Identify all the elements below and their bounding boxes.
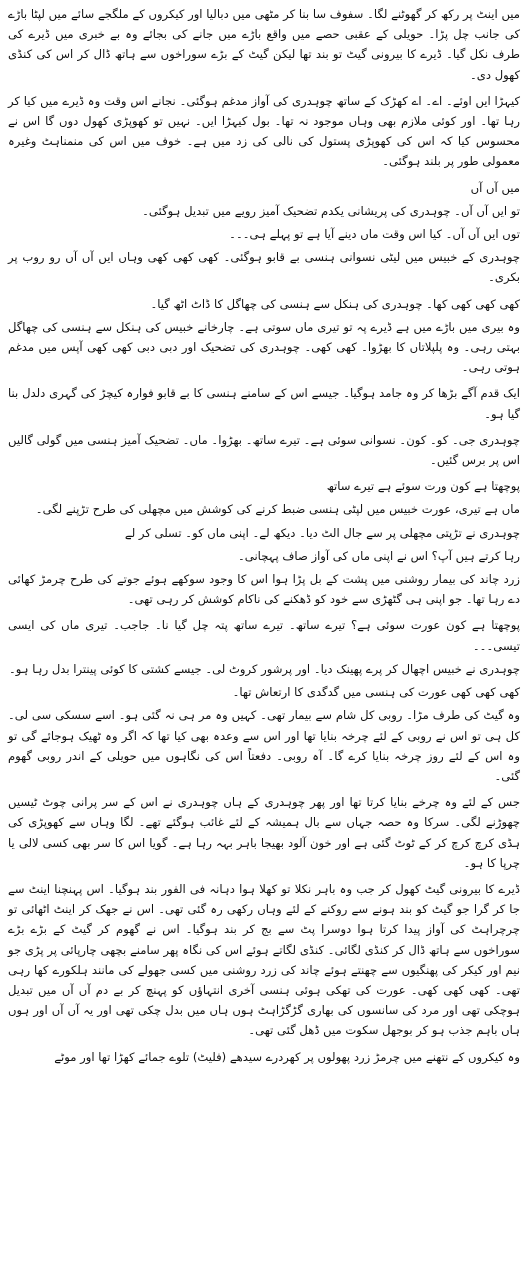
story-paragraph-15: زرد چاند کی بیمار روشنی میں پشت کے بل پڑا ہوا اس کا وجود سوکھے ہوئے جوتے کی طرح چرمڑ کھائی دے رہا تھا۔ جو اپنی ہی گٹھڑی سے خود کو ڈھکنے کی ناکام کوشش کر رہی تھی۔ bbox=[8, 572, 520, 607]
story-paragraph-8: وہ بیری میں باڑے میں ہے ڈیرے پہ تو تیری ماں سوتی ہے۔ چارخانے خبیس کی ہنکل سے ہنسی کی چھاگل بہتی رہی۔ وہ پلپلاتاں کا بھڑوا۔ کھی کھی۔ چوہدری کی تضحیک اور دبی دبی کھی کھی آپس میں مدغم ہوتی رہی۔ bbox=[8, 319, 520, 375]
story-paragraph-14: رہا کرتے ہیں آپ؟ اس نے اپنی ماں کی آواز صاف پہچانی۔ bbox=[237, 548, 520, 563]
story-paragraph-20: جس کے لئے وہ چرخے بنایا کرتا تھا اور پھر چوہدری کے ہاں چوہدری نے اس کے سر پرانی چوٹ ٹیسیں چھوڑنے لگی۔ سرکا وہ حصہ جہاں سے بال ہمیشہ کے لئے غائب ہوگئے تھے۔ لگا وہاں سے کھوپڑی کی ہڈی کرچ کرچ کر کے ٹوٹ گئی ہے اور خون آلود بھیجا باہر بہہ رہا ہے۔ گویا اس کا سر بھی کسی لالی یا چرپا کا ہو۔ bbox=[8, 795, 520, 870]
story-paragraph-3: میں آں آں bbox=[470, 180, 520, 195]
story-paragraph-9: ایک قدم آگے بڑھا کر وہ جامد ہوگیا۔ جیسے اس کے سامنے ہنسی کا بے قابو فوارہ کیچڑ کی گہری دلدل بنا گیا ہو۔ bbox=[8, 386, 520, 421]
story-paragraph-2: کیہڑا ایں اوئے۔ اے۔ اے کھڑک کے ساتھ چوہدری کی آواز مدغم ہوگئی۔ نجانے اس وقت وہ ڈیرے میں کیا کر رہا تھا۔ اور کوئی ملازم بھی وہاں موجود نہ تھا۔ بول کیہڑا ایں۔ نہیں تو کھوپڑی کھول دوں گا اس نے محسوس کیا کہ اس کی کھوپڑی پستول کی نالی کی زد میں ہے۔ خوف میں اس کی منمناہٹ وغیرہ معمولی طور پر بلند ہوگئی۔ bbox=[8, 93, 520, 169]
story-paragraph-1: میں اینٹ پر رکھ کر گھوٹنے لگا۔ سفوف سا بنا کر مٹھی میں دبالیا اور کیکروں کے ملگجے سائے میں لپٹا باڑے کی جانب چل پڑا۔ حویلی کے عقبی حصے میں واقع باڑے میں جانے کی بجائے وہ بے خبری میں ڈیرے کی طرف نکل گیا۔ ڈیرے کا بیرونی گیٹ تو بند تھا لیکن گیٹ کے بڑے سوراخوں سے ہاتھ ڈال کر اس کی کنڈی کھول دی۔ bbox=[8, 7, 520, 82]
story-paragraph-19: وہ گیٹ کی طرف مڑا۔ روبی کل شام سے بیمار تھی۔ کہیں وہ مر ہی نہ گئی ہو۔ اسے سسکی سی لی۔ کل ہی تو اس نے روبی کے لئے چرخہ بنایا تھا اور اس سے وعدہ بھی کیا تھا کہ اگر وہ ٹھیک ہوجائے گی تو وہ اس کے لئے روز چرخہ بنایا کرے گا۔ آہ روبی۔ دفعتاً اس کی نگاہوں میں حویلی کے اندر روبی گھوم گئی۔ bbox=[8, 708, 520, 783]
story-paragraph-11: پوچھتا ہے کون ورت سوئے ہے تیرے ساتھ bbox=[326, 479, 520, 494]
story-paragraph-4: تو ایں آں آں۔ چوہدری کی پریشانی یکدم تضحیک آمیز رویے میں تبدیل ہوگئی۔ bbox=[142, 203, 520, 218]
story-paragraph-17: چوہدری نے خبیس اچھال کر پرے پھینک دیا۔ اور پرشور کروٹ لی۔ جیسے کشتی کا کوئی پینترا بدل رہا ہو۔ bbox=[9, 661, 520, 676]
story-paragraph-12: ماں ہے تیری، عورت خبیس میں لپٹی ہنسی ضبط کرنے کی کوشش میں مچھلی کی طرح تڑپنے لگی۔ bbox=[35, 502, 520, 517]
story-paragraph-7: کھی کھی کھی کھا۔ چوہدری کی ہنکل سے ہنسی کی چھاگل کا ڈاٹ اٹھ گیا۔ bbox=[150, 296, 520, 311]
story-paragraph-22: وہ کیکروں کے نتھنے میں چرمڑ زرد پھولوں پر کھردرے سیدھے (فلیٹ) تلوے جمائے کھڑا تھا اور موٹے bbox=[54, 1049, 520, 1064]
story-paragraph-10: چوہدری جی۔ کو۔ کون۔ نسوانی سوئی ہے۔ تیرے ساتھ۔ بھڑوا۔ ماں۔ تضحیک آمیز ہنسی میں گولی گالیں اس پر برس گئیں۔ bbox=[8, 432, 520, 468]
story-paragraph-13: چوہدری نے تڑپتی مچھلی پر سے جال الٹ دیا۔ دیکھ لے۔ اپنی ماں کو۔ تسلی کر لے bbox=[124, 525, 520, 540]
story-paragraph-5: توں ایں آں آں۔ کیا اس وقت ماں دینے آیا ہے تو پہلے ہی۔۔۔ bbox=[229, 227, 520, 242]
story-paragraph-18: کھی کھی کھی عورت کی ہنسی میں گدگدی کا ارتعاش تھا۔ bbox=[232, 685, 520, 700]
story-paragraph-21: ڈیرے کا بیرونی گیٹ کھول کر جب وہ باہر نکلا تو کھلا ہوا دہانہ فی الفور بند ہوگیا۔ اس پہنچنا اینٹ سے جا کر گرا جو گیٹ کو بند ہونے سے روکنے کے لئے وہاں رکھی رہ گئی تھی۔ اس نے جھک کر اینٹ اٹھائی تو چرچراہٹ کی آواز پیدا کرتا ہوا دوسرا پٹ سے بج کر بند ہوگیا۔ اس نے گھوم کر گیٹ کے بڑے بڑے سوراخوں سے ہاتھ ڈال کر کنڈی لگائی۔ کنڈی لگاتے ہوئے اس کی نگاہ پھر سامنے بچھی چارپائی پر پڑی جو نیم اور کیکر کی پھنگیوں سے چھنتے ہوئے چاند کی زرد روشنی میں کسی جھولے کی مانند ہلکورے کھا رہی تھی۔ کھی کھی کھی۔ عورت کی تھکی ہوئی ہنسی آخری انتہاؤں کو پہنچ کر بے دم آں آں میں تبدیل ہوچکی تھی اور مرد کی سانسوں کی بھاری گڑگڑاہٹ ہوں ہاں میں بدل چکی تھی اور یہ آں آں اور ہوں ہاں باہم جذب ہو کر بوجھل سکوت میں ڈھل گئی تھی۔ bbox=[8, 881, 520, 1038]
story-paragraph-16: پوچھتا ہے کون عورت سوئی ہے؟ تیرے ساتھ۔ تیرے ساتھ پتہ چل گیا نا۔ جاجب۔ تیری ماں کی ایسی تیسی۔۔۔ bbox=[8, 618, 520, 653]
story-paragraph-6: چوہدری کے خبیس میں لیٹی نسوانی ہنسی بے قابو ہوگئی۔ کھی کھی کھی وہاں ایں آں آں رو روب پر بکری۔ bbox=[8, 250, 520, 285]
